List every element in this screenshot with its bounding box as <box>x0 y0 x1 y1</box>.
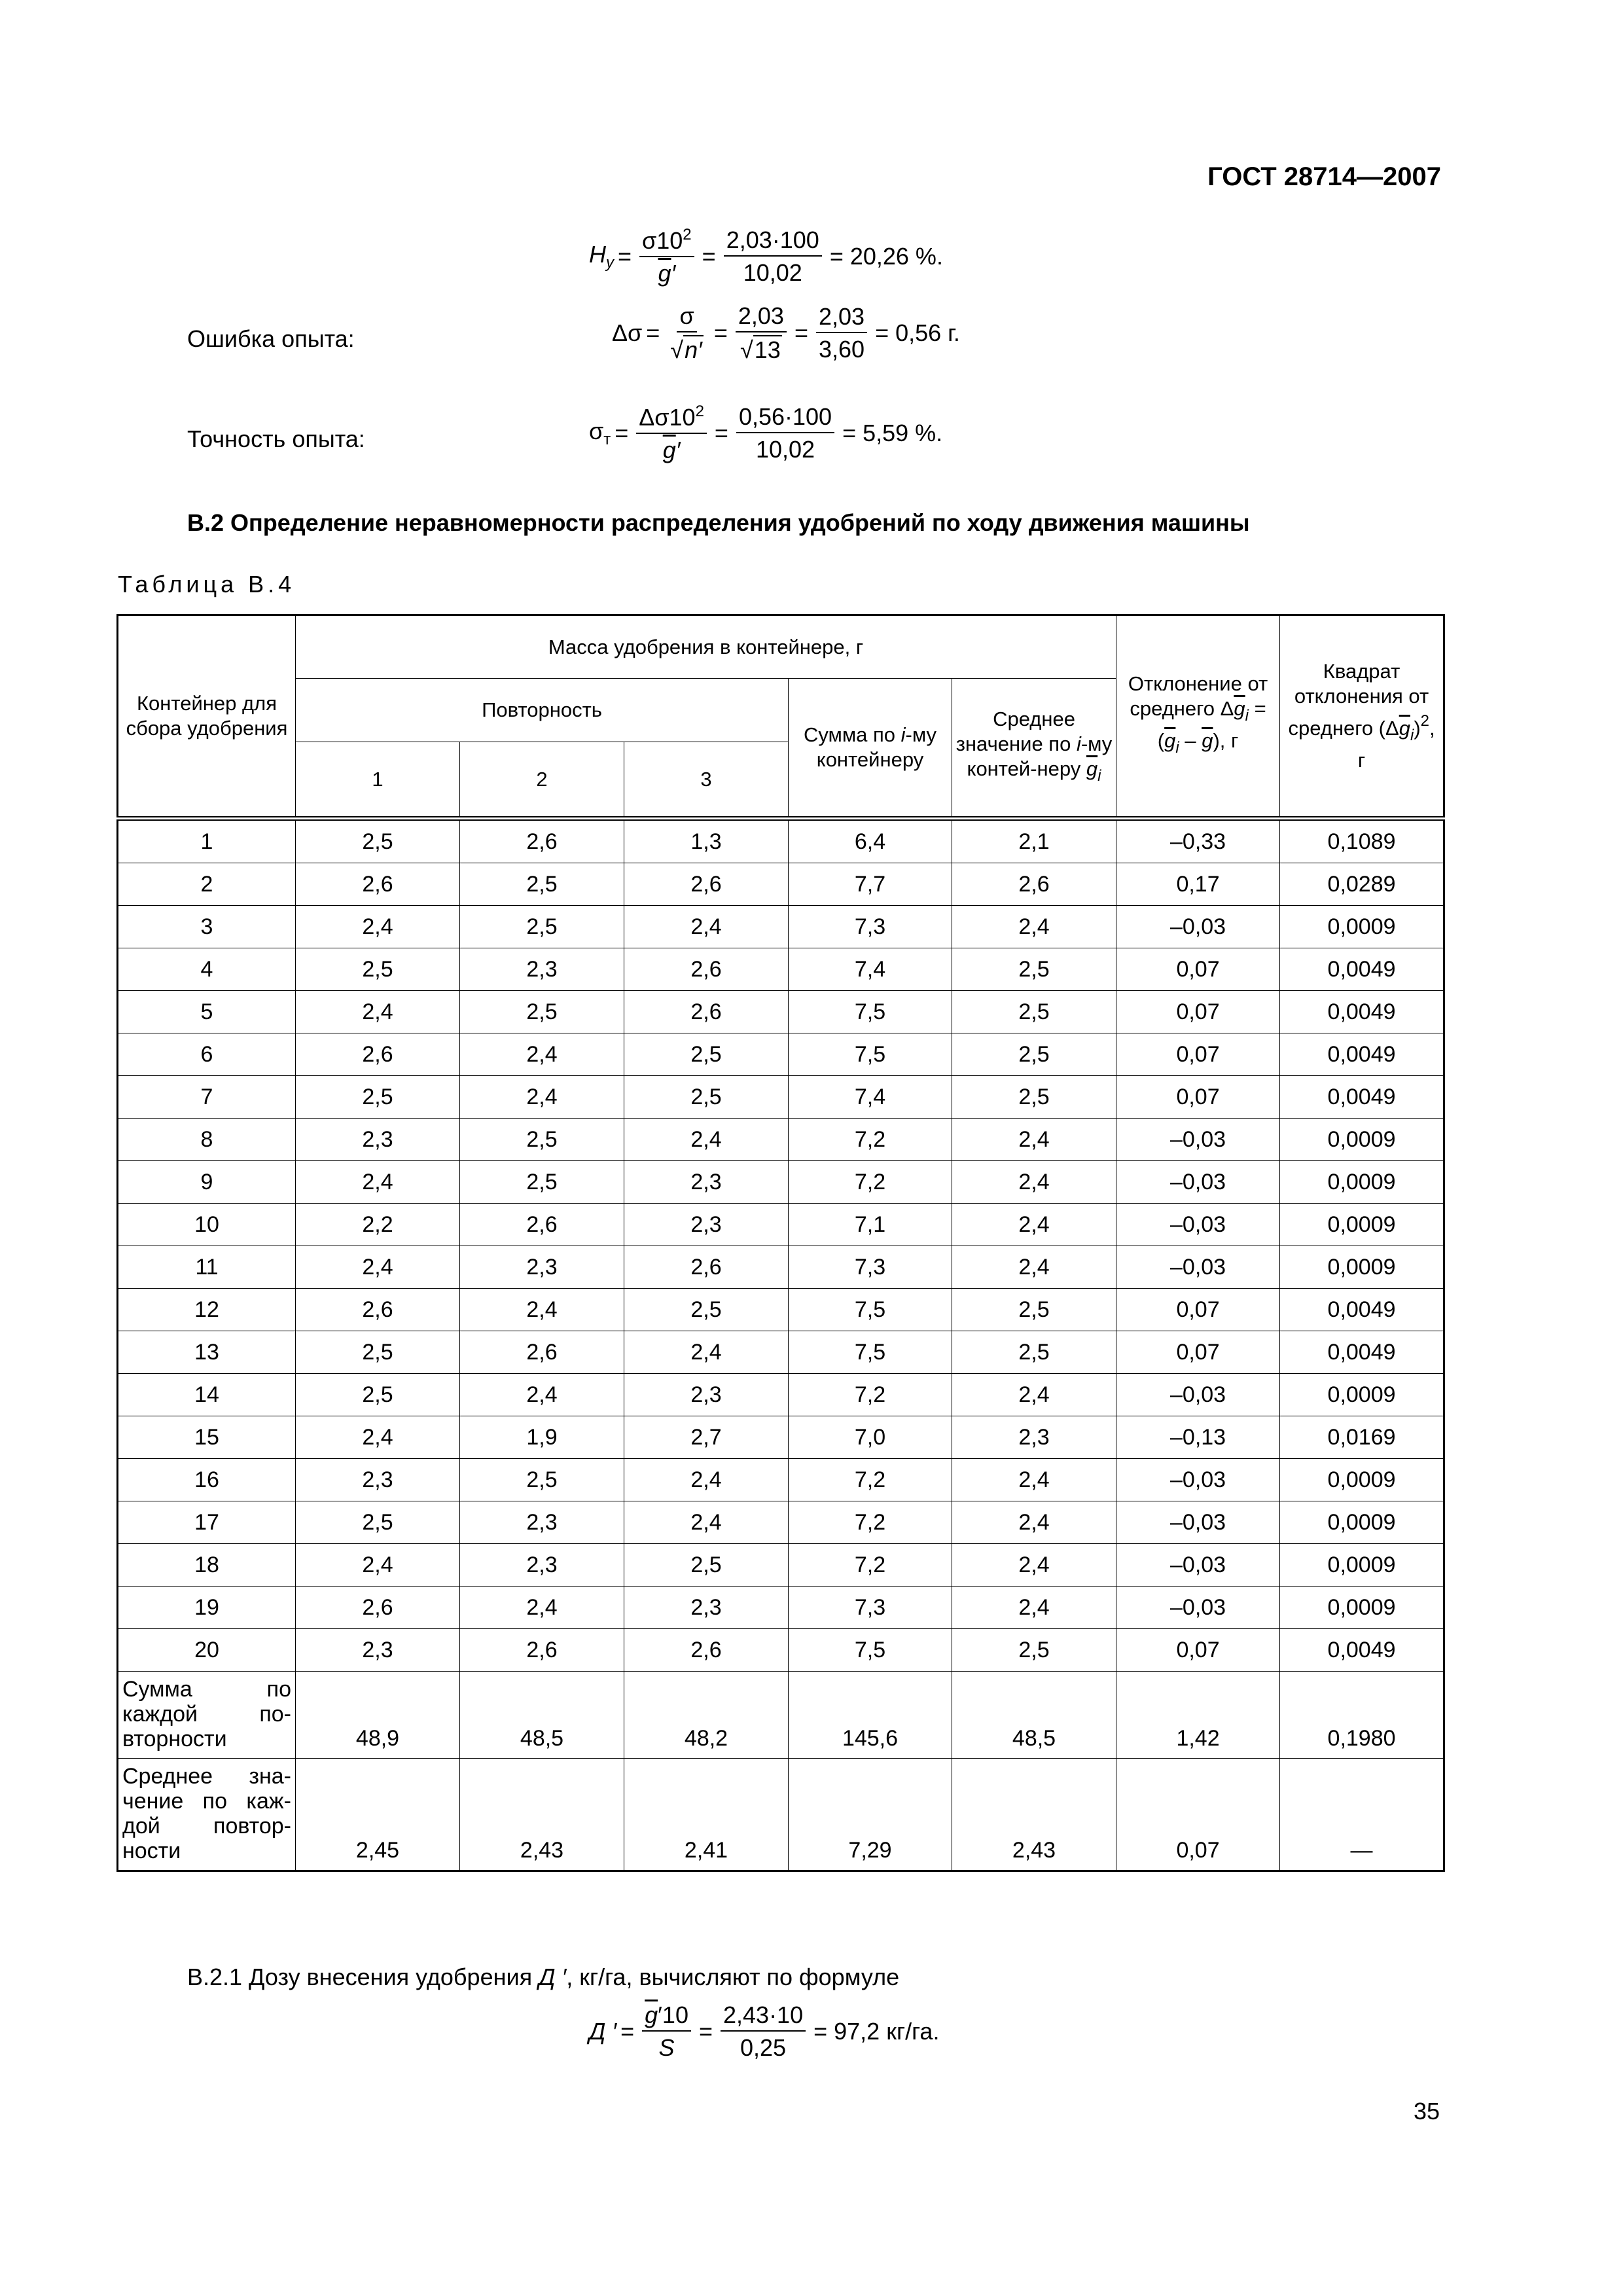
table-cell: 0,07 <box>1116 1033 1280 1076</box>
table-row <box>118 906 1444 948</box>
container-number-cell: 9 <box>118 1161 296 1204</box>
container-number-cell: 17 <box>118 1501 296 1544</box>
header-rep-2: 2 <box>460 742 624 819</box>
table-cell: 0,07 <box>1116 991 1280 1033</box>
dose-paragraph: В.2.1 Дозу внесения удобрения Д ′, кг/га, вычисляют по формуле <box>187 1964 900 1990</box>
table-row <box>118 1204 1444 1246</box>
container-number-cell: 5 <box>118 991 296 1033</box>
fraction: $\frac{\Delta\sigma 10^2}{\overline{g}'}$ <box>636 403 707 464</box>
formula-error <box>612 302 964 364</box>
fraction: $\frac{2,03}{3,60}$ <box>816 303 867 363</box>
table-cell: 0,1980 <box>1280 1672 1444 1759</box>
table-cell: 2,4 <box>952 1119 1116 1161</box>
row-label-line: вторности <box>122 1727 227 1751</box>
table-cell: 2,5 <box>296 819 460 863</box>
table-cell: 2,5 <box>624 1076 789 1119</box>
table-row <box>118 991 1444 1033</box>
table-cell: 0,0009 <box>1280 1204 1444 1246</box>
row-label-line: чение по каж- <box>122 1789 291 1814</box>
table-row <box>118 819 1444 863</box>
table-cell: 2,5 <box>460 1119 624 1161</box>
formula-hy <box>589 226 947 287</box>
table-row <box>118 863 1444 906</box>
header-mass-group: Масса удобрения в контейнере, г <box>296 615 1116 679</box>
table-cell: –0,03 <box>1116 1544 1280 1587</box>
table-cell: 7,3 <box>789 1587 952 1629</box>
document-id: ГОСТ 28714—2007 <box>1207 162 1441 191</box>
table-cell: –0,03 <box>1116 1587 1280 1629</box>
formula-result: = 20,26 %. <box>829 243 943 270</box>
table-cell: 7,5 <box>789 1629 952 1672</box>
formula-lhs: Δσ <box>612 319 643 346</box>
table-cell: 0,0169 <box>1280 1416 1444 1459</box>
table-cell: 2,3 <box>460 948 624 991</box>
table-cell: 0,0049 <box>1280 1629 1444 1672</box>
mean-row <box>118 1759 1444 1871</box>
table-cell: 2,3 <box>952 1416 1116 1459</box>
table-cell: 6,4 <box>789 819 952 863</box>
table-cell: 2,6 <box>296 1033 460 1076</box>
table-cell: 2,5 <box>296 1501 460 1544</box>
header-squared-deviation: Квадрат отклонения от среднего $(\Delta\overline{g}_i)^2$, г <box>1280 615 1444 819</box>
table-cell: 7,2 <box>789 1501 952 1544</box>
table-cell: 7,2 <box>789 1161 952 1204</box>
table-cell: 0,0049 <box>1280 1331 1444 1374</box>
table-cell: 2,5 <box>624 1289 789 1331</box>
table-cell: 0,07 <box>1116 1629 1280 1672</box>
table-cell: –0,03 <box>1116 1161 1280 1204</box>
formula-lhs: Д ′ <box>589 2018 617 2045</box>
table-cell: 2,5 <box>952 1033 1116 1076</box>
table-cell: 7,2 <box>789 1374 952 1416</box>
table-cell: 0,07 <box>1116 1331 1280 1374</box>
table-row <box>118 1033 1444 1076</box>
formula-result: = 0,56 г. <box>875 319 960 346</box>
container-number-cell: 12 <box>118 1289 296 1331</box>
table-cell: 2,4 <box>624 1501 789 1544</box>
table-cell: –0,03 <box>1116 906 1280 948</box>
table-cell: 2,5 <box>296 948 460 991</box>
table-cell: 0,07 <box>1116 1076 1280 1119</box>
row-label-line: дой повтор- <box>122 1814 291 1839</box>
table-cell: 0,1089 <box>1280 819 1444 863</box>
table-cell: 2,3 <box>624 1374 789 1416</box>
equals: = <box>698 2018 713 2045</box>
table-label: Таблица В.4 <box>118 571 296 598</box>
table-cell: 2,5 <box>952 1331 1116 1374</box>
formula-lhs: $\sigma_т$ <box>589 418 611 448</box>
table-cell: 2,4 <box>460 1289 624 1331</box>
table-cell: 2,3 <box>296 1459 460 1501</box>
table-cell: 2,4 <box>460 1033 624 1076</box>
fraction: $\frac{\overline{g}'10}{S}$ <box>642 2001 691 2062</box>
table-cell: 7,5 <box>789 1289 952 1331</box>
formula-dose <box>589 2001 943 2062</box>
table-cell: 0,0009 <box>1280 1161 1444 1204</box>
table-cell: 2,45 <box>296 1759 460 1871</box>
table-row <box>118 1629 1444 1672</box>
table-cell: 0,07 <box>1116 1759 1280 1871</box>
table-cell: 2,4 <box>624 1119 789 1161</box>
fraction: $\frac{2,03\cdot 100}{10,02}$ <box>724 226 822 287</box>
table-cell: 2,4 <box>952 1501 1116 1544</box>
error-label: Ошибка опыта: <box>187 325 355 352</box>
row-label-line: ности <box>122 1839 181 1863</box>
table-cell: 1,9 <box>460 1416 624 1459</box>
table-cell: 0,0009 <box>1280 1246 1444 1289</box>
header-rep-1: 1 <box>296 742 460 819</box>
table-row <box>118 948 1444 991</box>
fraction: 2,03 √ 13 <box>736 302 787 364</box>
table-cell: 145,6 <box>789 1672 952 1759</box>
row-label-line: каждой по- <box>122 1702 291 1727</box>
table-row <box>118 1331 1444 1374</box>
table-cell: 2,43 <box>952 1759 1116 1871</box>
table-cell: 2,43 <box>460 1759 624 1871</box>
table-cell: –0,33 <box>1116 819 1280 863</box>
container-number-cell: 3 <box>118 906 296 948</box>
equals: = <box>714 420 728 446</box>
table-cell: 2,3 <box>460 1501 624 1544</box>
table-cell: 2,3 <box>296 1119 460 1161</box>
table-cell: 2,2 <box>296 1204 460 1246</box>
table-cell: 2,5 <box>460 1459 624 1501</box>
table-cell: 2,5 <box>952 1076 1116 1119</box>
table-cell: 2,6 <box>624 863 789 906</box>
table-cell: 2,3 <box>460 1544 624 1587</box>
table-row <box>118 1416 1444 1459</box>
table-cell: 0,0049 <box>1280 1076 1444 1119</box>
section-heading: В.2 Определение неравномерности распределения удобрений по ходу движения машины <box>187 509 1250 536</box>
table-cell: 0,0009 <box>1280 1459 1444 1501</box>
formula-result: = 5,59 %. <box>842 420 943 446</box>
table-cell: 2,4 <box>460 1374 624 1416</box>
container-number-cell: 4 <box>118 948 296 991</box>
table-row <box>118 1289 1444 1331</box>
table-cell: 0,0009 <box>1280 1119 1444 1161</box>
table-cell: 2,41 <box>624 1759 789 1871</box>
fraction: σ √ n′ <box>670 302 702 363</box>
table-cell: 2,5 <box>296 1331 460 1374</box>
table-cell: 2,3 <box>624 1161 789 1204</box>
table-cell: 2,4 <box>952 1204 1116 1246</box>
table-cell: 7,1 <box>789 1204 952 1246</box>
table-cell: 2,3 <box>624 1587 789 1629</box>
table-cell: 7,2 <box>789 1119 952 1161</box>
table-cell: 7,7 <box>789 863 952 906</box>
table-cell: 2,5 <box>952 1289 1116 1331</box>
table-cell: 2,5 <box>460 906 624 948</box>
table-cell: 0,0009 <box>1280 1374 1444 1416</box>
equals: = <box>615 420 629 446</box>
header-container: Контейнер для сбора удобрения <box>118 615 296 819</box>
sum-row <box>118 1672 1444 1759</box>
header-sum: Сумма по i-му контейнеру <box>789 679 952 819</box>
table-cell: 2,4 <box>952 1374 1116 1416</box>
table-cell: 2,6 <box>952 863 1116 906</box>
table-row <box>118 1076 1444 1119</box>
table-cell: 0,0009 <box>1280 906 1444 948</box>
table-row <box>118 1374 1444 1416</box>
container-number-cell: 16 <box>118 1459 296 1501</box>
table-cell: 1,42 <box>1116 1672 1280 1759</box>
table-cell: 2,6 <box>624 1246 789 1289</box>
table-cell: 2,5 <box>460 863 624 906</box>
table-cell: 2,4 <box>296 1416 460 1459</box>
table-cell: 2,4 <box>460 1587 624 1629</box>
formula-result: = 97,2 кг/га. <box>813 2018 940 2045</box>
table-cell: 2,6 <box>296 863 460 906</box>
table-cell: –0,03 <box>1116 1501 1280 1544</box>
table-cell: 0,0049 <box>1280 1289 1444 1331</box>
table-row <box>118 1459 1444 1501</box>
table-cell: 2,4 <box>952 1161 1116 1204</box>
fraction: $\frac{2,43\cdot 10}{0,25}$ <box>721 2001 806 2062</box>
table-cell: 2,6 <box>296 1289 460 1331</box>
table-cell: 2,6 <box>624 948 789 991</box>
table-cell: 7,3 <box>789 1246 952 1289</box>
table-cell: 2,4 <box>624 1331 789 1374</box>
table-cell: 48,2 <box>624 1672 789 1759</box>
equals: = <box>620 2018 635 2045</box>
table-cell: 2,5 <box>460 1161 624 1204</box>
row-label-line: Сумма по <box>122 1677 291 1702</box>
table-cell: 0,07 <box>1116 948 1280 991</box>
fraction: $\frac{\sigma 10^2}{\overline{g}'}$ <box>639 226 694 287</box>
accuracy-label: Точность опыта: <box>187 425 365 452</box>
table-row <box>118 1544 1444 1587</box>
container-number-cell: 15 <box>118 1416 296 1459</box>
table-cell: 2,4 <box>952 1459 1116 1501</box>
header-rep-3: 3 <box>624 742 789 819</box>
table-cell: 2,4 <box>952 1587 1116 1629</box>
equals: = <box>713 319 728 346</box>
table-cell: 7,29 <box>789 1759 952 1871</box>
table-cell: 2,5 <box>952 991 1116 1033</box>
table-cell: 2,4 <box>296 991 460 1033</box>
table-cell: 7,5 <box>789 991 952 1033</box>
equals: = <box>618 243 632 270</box>
table-cell: 1,3 <box>624 819 789 863</box>
container-number-cell: 18 <box>118 1544 296 1587</box>
table-cell: 2,6 <box>296 1587 460 1629</box>
table-cell: 2,5 <box>296 1374 460 1416</box>
header-repeat: Повторность <box>296 679 789 742</box>
table-cell: 2,6 <box>624 991 789 1033</box>
table-cell: 2,5 <box>952 1629 1116 1672</box>
row-label-line: Среднее зна- <box>122 1764 291 1789</box>
table-cell: 2,4 <box>296 1161 460 1204</box>
page-number: 35 <box>1414 2098 1440 2125</box>
table-cell: 0,0049 <box>1280 991 1444 1033</box>
table-cell: 7,2 <box>789 1459 952 1501</box>
table-cell: 2,7 <box>624 1416 789 1459</box>
table-cell: 2,4 <box>624 1459 789 1501</box>
table-cell: 7,4 <box>789 1076 952 1119</box>
data-table <box>116 614 1445 1872</box>
container-number-cell: 1 <box>118 819 296 863</box>
container-number-cell: 10 <box>118 1204 296 1246</box>
table-cell: 2,4 <box>296 1544 460 1587</box>
table-cell: –0,03 <box>1116 1459 1280 1501</box>
table-cell: 48,5 <box>460 1672 624 1759</box>
header-deviation: Отклонение от среднего $\Delta\overline{g}_i = (\overline{g}_i - \overline{g})$, г <box>1116 615 1280 819</box>
table-cell: 7,4 <box>789 948 952 991</box>
table-cell: 7,3 <box>789 906 952 948</box>
table-cell: 2,4 <box>460 1076 624 1119</box>
table-cell: 2,3 <box>624 1204 789 1246</box>
row-label <box>118 1672 296 1759</box>
table-row <box>118 1161 1444 1204</box>
table-cell: 0,0049 <box>1280 1033 1444 1076</box>
container-number-cell: 7 <box>118 1076 296 1119</box>
table-cell: 48,9 <box>296 1672 460 1759</box>
container-number-cell: 13 <box>118 1331 296 1374</box>
table-cell: 48,5 <box>952 1672 1116 1759</box>
table-cell: 0,0049 <box>1280 948 1444 991</box>
table-row <box>118 1587 1444 1629</box>
table-cell: 2,4 <box>624 906 789 948</box>
table-cell: 2,4 <box>296 906 460 948</box>
table-cell: 7,2 <box>789 1544 952 1587</box>
table-cell: 2,4 <box>952 1246 1116 1289</box>
table-cell: –0,03 <box>1116 1374 1280 1416</box>
table-cell: — <box>1280 1759 1444 1871</box>
table-cell: 2,6 <box>460 1204 624 1246</box>
row-label <box>118 1759 296 1871</box>
container-number-cell: 6 <box>118 1033 296 1076</box>
table-cell: 7,0 <box>789 1416 952 1459</box>
table-cell: 0,17 <box>1116 863 1280 906</box>
table-row <box>118 1119 1444 1161</box>
table-cell: 0,0009 <box>1280 1501 1444 1544</box>
container-number-cell: 14 <box>118 1374 296 1416</box>
table-cell: 7,5 <box>789 1331 952 1374</box>
formula-accuracy <box>589 403 946 464</box>
table-cell: 7,5 <box>789 1033 952 1076</box>
table-cell: 2,4 <box>952 906 1116 948</box>
table-cell: 0,07 <box>1116 1289 1280 1331</box>
table-cell: 0,0289 <box>1280 863 1444 906</box>
table-cell: –0,03 <box>1116 1204 1280 1246</box>
table-cell: 0,0009 <box>1280 1544 1444 1587</box>
formula-lhs: $H_у$ <box>589 241 614 272</box>
table-cell: –0,03 <box>1116 1119 1280 1161</box>
table-cell: 2,5 <box>460 991 624 1033</box>
table-cell: 2,6 <box>624 1629 789 1672</box>
table-cell: 2,3 <box>460 1246 624 1289</box>
table-cell: 2,5 <box>296 1076 460 1119</box>
table-cell: 2,5 <box>624 1033 789 1076</box>
container-number-cell: 11 <box>118 1246 296 1289</box>
table-cell: 2,4 <box>952 1544 1116 1587</box>
table-cell: 2,4 <box>296 1246 460 1289</box>
table-cell: 2,6 <box>460 1629 624 1672</box>
table-cell: 2,6 <box>460 1331 624 1374</box>
fraction: $\frac{0,56\cdot 100}{10,02}$ <box>736 403 834 463</box>
table-row <box>118 1501 1444 1544</box>
table-cell: 2,5 <box>624 1544 789 1587</box>
container-number-cell: 20 <box>118 1629 296 1672</box>
container-number-cell: 2 <box>118 863 296 906</box>
table-row <box>118 1246 1444 1289</box>
table-cell: –0,03 <box>1116 1246 1280 1289</box>
equals: = <box>702 243 716 270</box>
container-number-cell: 8 <box>118 1119 296 1161</box>
header-mean: Среднее значение по i-му контей-неру $\overline{g}_i$ <box>952 679 1116 819</box>
table-cell: 2,3 <box>296 1629 460 1672</box>
table-cell: 2,1 <box>952 819 1116 863</box>
equals: = <box>794 319 808 346</box>
container-number-cell: 19 <box>118 1587 296 1629</box>
table-cell: –0,13 <box>1116 1416 1280 1459</box>
equals: = <box>646 319 660 346</box>
table-cell: 2,5 <box>952 948 1116 991</box>
table-cell: 2,6 <box>460 819 624 863</box>
table-cell: 0,0009 <box>1280 1587 1444 1629</box>
